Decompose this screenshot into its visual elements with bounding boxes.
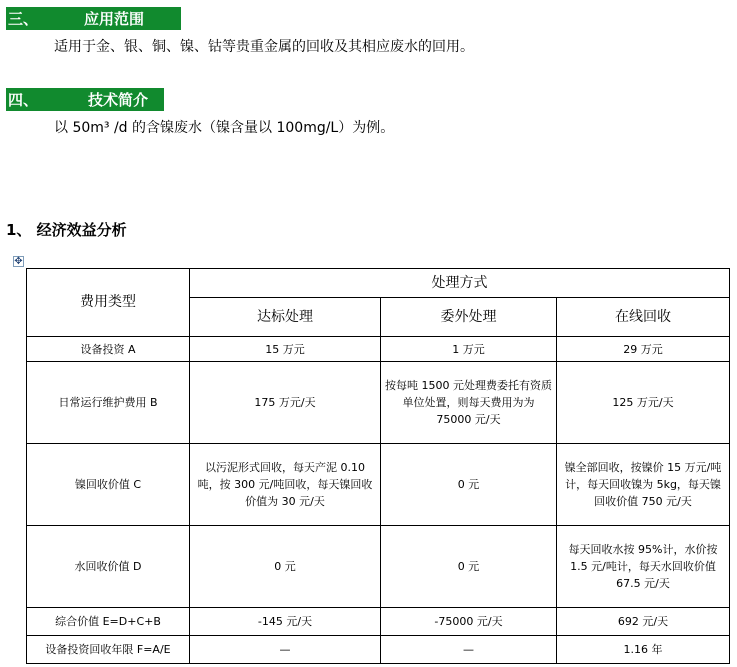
cell-standard: 175 万元/天 bbox=[190, 362, 381, 444]
table-row bbox=[27, 608, 730, 636]
row-label: 综合价值 E=D+C+B bbox=[27, 608, 190, 636]
header-cost-type: 费用类型 bbox=[27, 269, 190, 337]
cell-online: 1.16 年 bbox=[557, 636, 730, 664]
row-label: 水回收价值 D bbox=[27, 526, 190, 608]
cell-outsource: 0 元 bbox=[381, 526, 557, 608]
cell-online: 镍全部回收，按镍价 15 万元/吨计，每天回收镍为 5kg，每天镍回收价值 750 元/天 bbox=[557, 444, 730, 526]
section-4-number: 四、 bbox=[8, 91, 39, 109]
cell-online: 每天回收水按 95%计，水价按 1.5 元/吨计，每天水回收价值 67.5 元/天 bbox=[557, 526, 730, 608]
section-4-title: 技术简介 bbox=[88, 91, 149, 109]
header-col-online: 在线回收 bbox=[557, 298, 730, 337]
row-label: 设备投资 A bbox=[27, 337, 190, 362]
section-3-number: 三、 bbox=[8, 10, 39, 28]
economic-analysis-table bbox=[26, 268, 730, 664]
cell-standard: — bbox=[190, 636, 381, 664]
cell-standard: 15 万元 bbox=[190, 337, 381, 362]
table-row bbox=[27, 362, 730, 444]
row-label: 设备投资回收年限 F=A/E bbox=[27, 636, 190, 664]
table-row bbox=[27, 444, 730, 526]
cell-standard: 以污泥形式回收，每天产泥 0.10 吨，按 300 元/吨回收，每天镍回收价值为 30 元/天 bbox=[190, 444, 381, 526]
section-3-heading bbox=[6, 7, 181, 30]
row-label: 日常运行维护费用 B bbox=[27, 362, 190, 444]
table-header-row bbox=[27, 269, 730, 298]
header-method: 处理方式 bbox=[190, 269, 730, 298]
cell-outsource: 按每吨 1500 元处理费委托有资质单位处置，则每天费用为为 75000 元/天 bbox=[381, 362, 557, 444]
move-icon[interactable]: ✥ bbox=[14, 256, 23, 267]
cell-standard: 0 元 bbox=[190, 526, 381, 608]
row-label: 镍回收价值 C bbox=[27, 444, 190, 526]
cell-outsource: -75000 元/天 bbox=[381, 608, 557, 636]
header-col-standard: 达标处理 bbox=[190, 298, 381, 337]
table-row bbox=[27, 526, 730, 608]
table-row bbox=[27, 636, 730, 664]
cell-outsource: — bbox=[381, 636, 557, 664]
cell-online: 692 元/天 bbox=[557, 608, 730, 636]
cell-outsource: 0 元 bbox=[381, 444, 557, 526]
section-3-title: 应用范围 bbox=[84, 10, 145, 28]
section-4-heading bbox=[6, 88, 164, 111]
subsection-title: 1、 经济效益分析 bbox=[6, 221, 127, 239]
cell-online: 29 万元 bbox=[557, 337, 730, 362]
header-col-outsource: 委外处理 bbox=[381, 298, 557, 337]
section-3-text: 适用于金、银、铜、镍、钴等贵重金属的回收及其相应废水的回用。 bbox=[54, 39, 474, 55]
cell-online: 125 万元/天 bbox=[557, 362, 730, 444]
cell-standard: -145 元/天 bbox=[190, 608, 381, 636]
cell-outsource: 1 万元 bbox=[381, 337, 557, 362]
section-4-text: 以 50m³ /d 的含镍废水（镍含量以 100mg/L）为例。 bbox=[54, 120, 395, 136]
table-row bbox=[27, 337, 730, 362]
